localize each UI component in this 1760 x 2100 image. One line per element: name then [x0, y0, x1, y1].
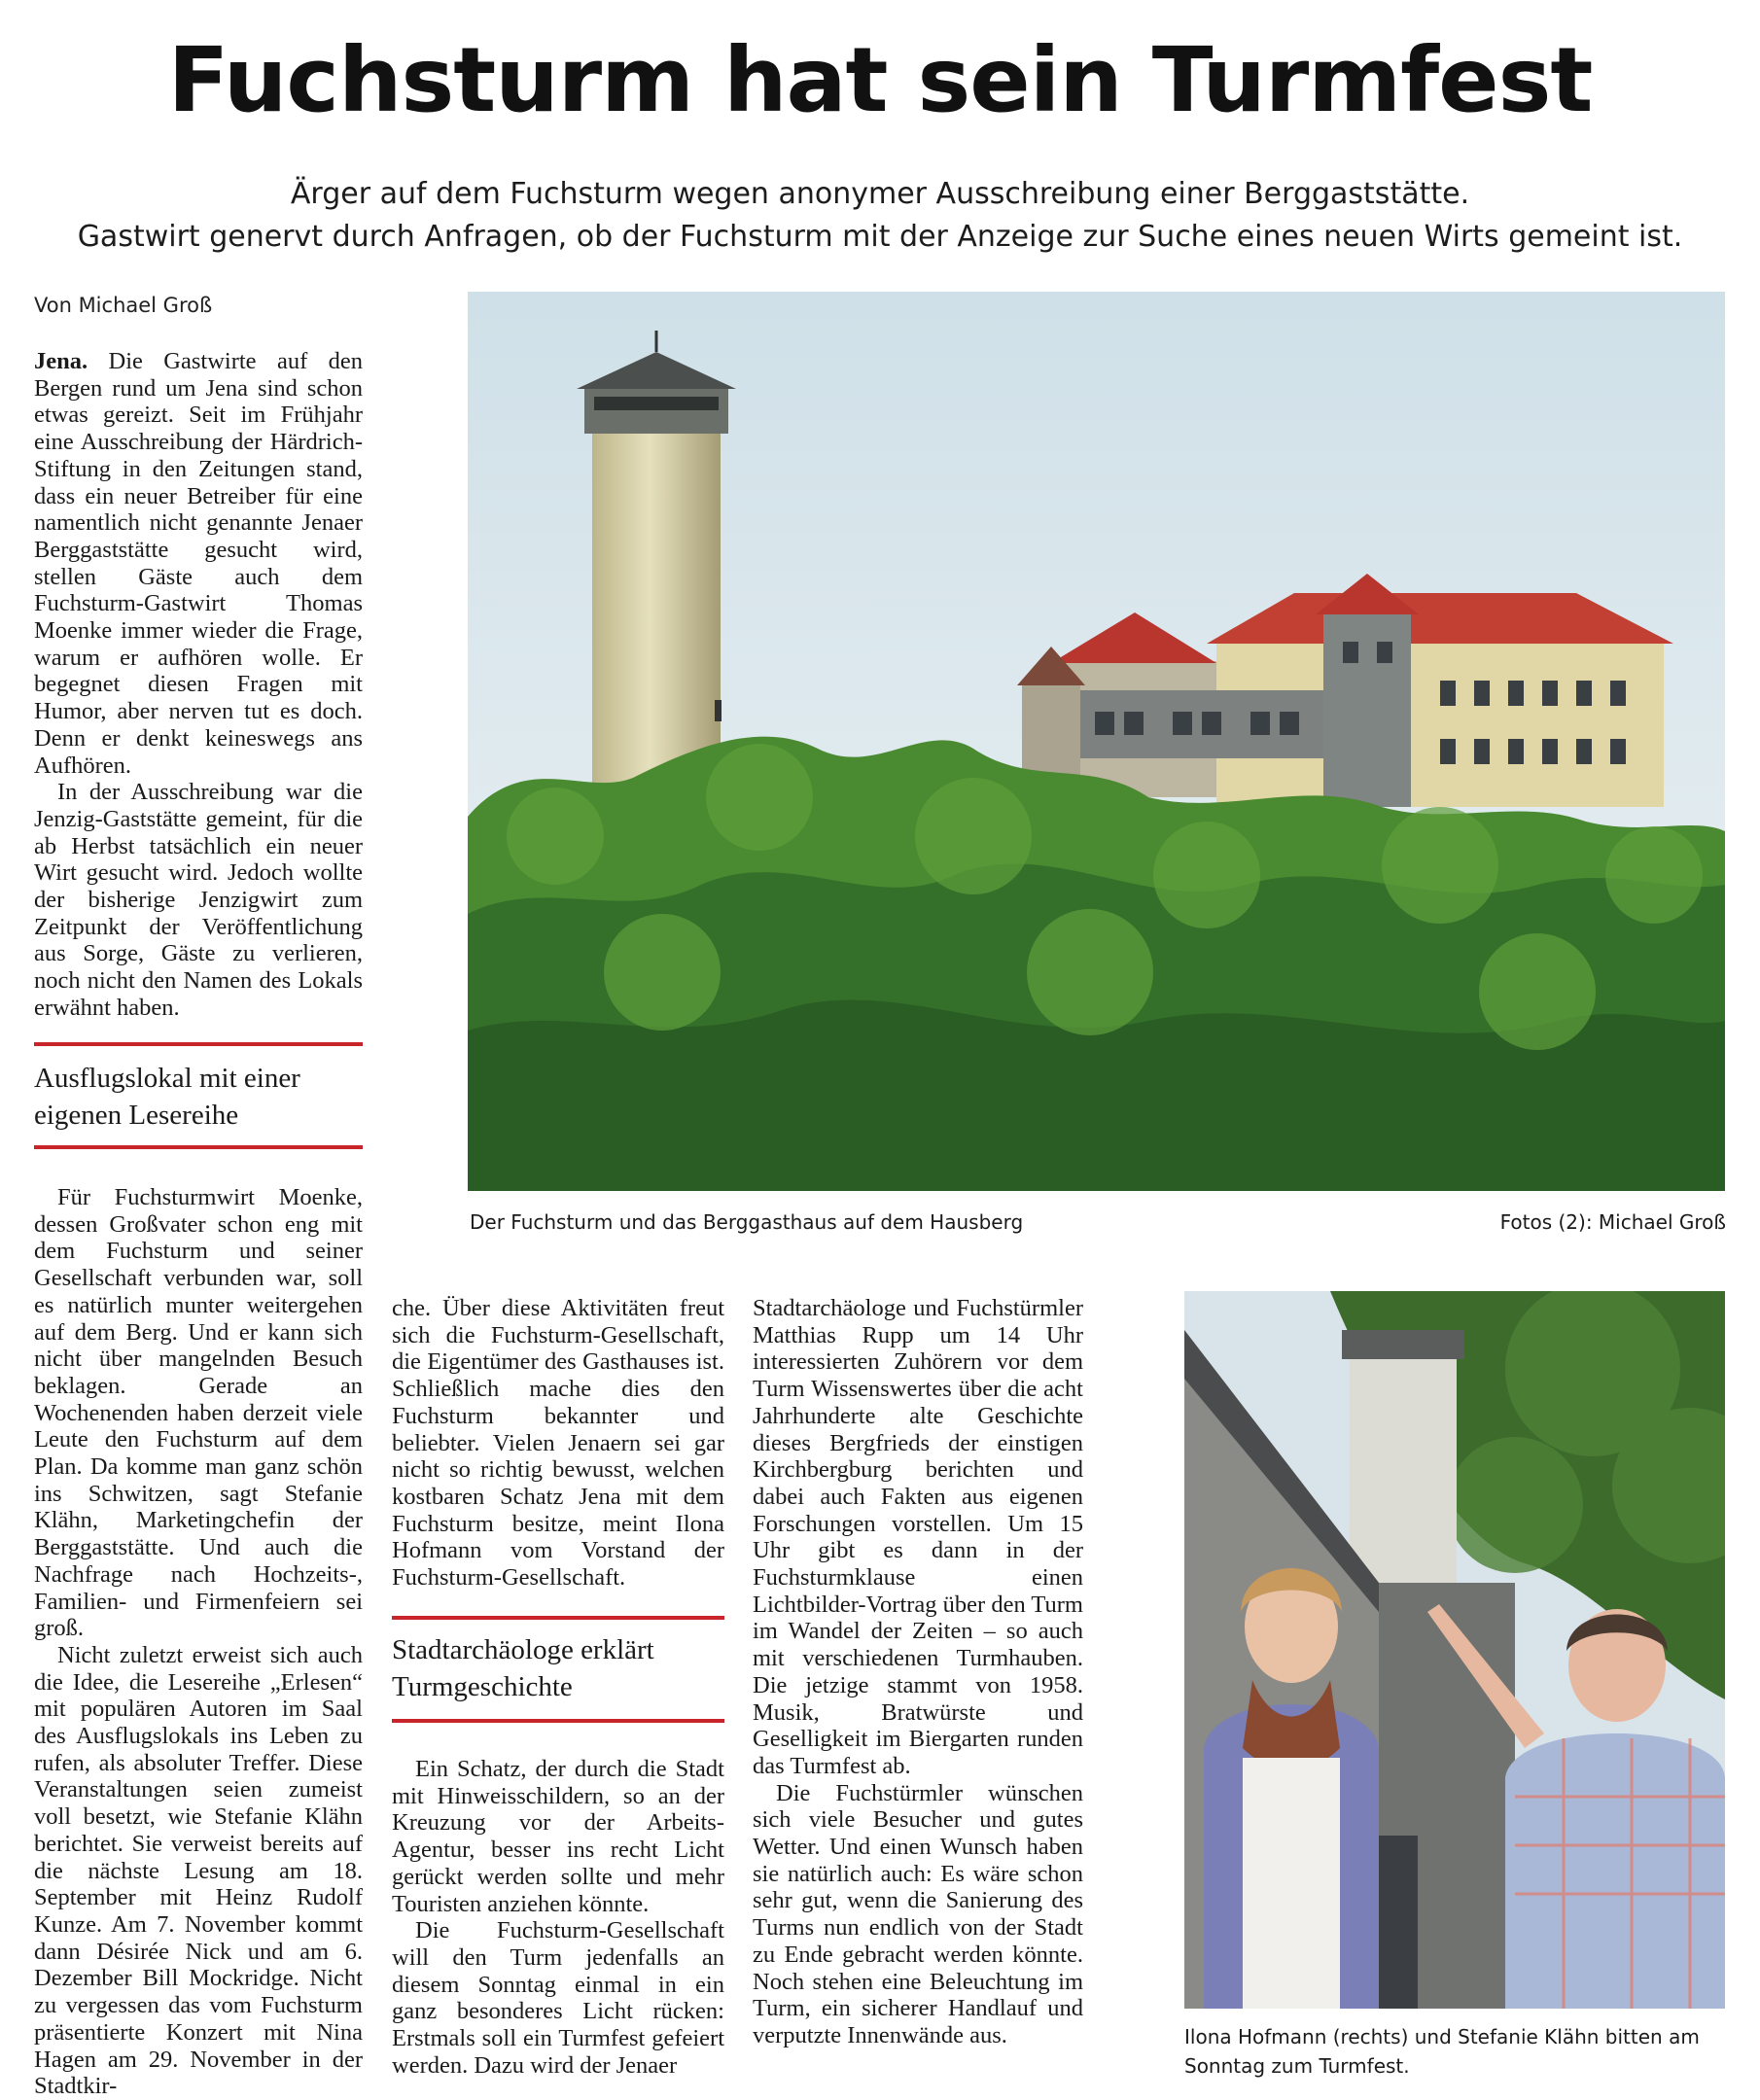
photo-caption: Der Fuchsturm und das Berggasthaus auf dem Hausberg: [470, 1210, 1024, 1234]
paragraph: [34, 348, 363, 779]
photo-ilona-hofmann-stefanie-klaehn: [1184, 1291, 1725, 2009]
photo-illustration: [468, 292, 1725, 1191]
photo-fuchsturm-berggasthaus: [468, 292, 1725, 1191]
column-1-intro: [34, 348, 363, 1022]
byline: Von Michael Groß: [34, 294, 213, 317]
divider-rule: [392, 1719, 724, 1723]
subheadline: [58, 173, 1702, 259]
headline: Fuchsturm hat sein Turmfest: [167, 28, 1593, 132]
subheading: Stadtarchäologe erklärt Turmgeschichte: [392, 1634, 654, 1702]
paragraph: Nicht zuletzt erweist sich auch die Idee, die Lesereihe „Erlesen“ mit populären Autoren im Saal des Ausflugslokals ins Leben zu rufen, als absoluter Treffer. Diese Veranstaltungen seien zumeist voll besetzt, wie Stefanie Klähn berichtet. Sie verweist bereits auf die nächste Lesung am 18. September mit Heinz Rudolf Kunze. Am 7. November kommt dann Désirée Nick und am 6. Dezember Bill Mockridge. Nicht zu vergessen das vom Fuchsturm präsentierte Konzert mit Nina Hagen am 29. November in der Stadtkir-: [34, 1641, 363, 2100]
photo-illustration: [1184, 1291, 1725, 2009]
paragraph: Die Fuchsturm-Gesellschaft will den Turm jedenfalls an diesem Sonntag einmal in ein ganz besonderes Licht rücken: Erstmals soll ein Turmfest gefeiert werden. Dazu wird der Jenaer: [392, 1917, 724, 2079]
paragraph: che. Über diese Aktivitäten freut sich die Fuchsturm-Gesellschaft, die Eigentümer des Gasthauses ist. Schließlich mache dies den Fuchsturm bekannter und beliebter. Vielen Jenaern sei gar nicht so richtig bewusst, welchen kostbaren Schatz Jena mit dem Fuchsturm besitze, meint Ilona Hofmann vom Vorstand der Fuchsturm-Gesellschaft.: [392, 1295, 724, 1592]
subheadline-line-2: Gastwirt genervt durch Anfragen, ob der Fuchsturm mit der Anzeige zur Suche eines neuen Wirts gemeint ist.: [77, 220, 1683, 254]
divider-rule: [34, 1145, 363, 1149]
subheadline-line-1: Ärger auf dem Fuchsturm wegen anonymer Ausschreibung einer Berggaststätte.: [290, 177, 1470, 211]
paragraph: Stadtarchäologe und Fuchstürmler Matthias Rupp um 14 Uhr interessierten Zuhörern vor dem Turm Wissenswertes über die acht Jahrhunderte alte Geschichte dieses Bergfrieds der einstigen Kirchbergburg berichten und dabei auch Fakten aus eigenen Forschungen vorstellen. Um 15 Uhr gibt es dann in der Fuchsturmklause einen Lichtbilder-Vortrag über den Turm im Wandel der Zeiten – so auch mit verschiedenen Turmhauben. Die jetzige stammt von 1958. Musik, Bratwürste und Geselligkeit im Biergarten runden das Turmfest ab.: [753, 1295, 1083, 1779]
paragraph-text: Die Gastwirte auf den Bergen rund um Jena sind schon etwas gereizt. Seit im Frühjahr eine Ausschreibung der Härdrich-Stiftung in den Zeitungen stand, dass ein neuer Betreiber für eine namentlich nicht genannte Jenaer Berggaststätte gesucht wird, stellen Gäste auch dem Fuchsturm-Gastwirt Thomas Moenke immer wieder die Frage, warum er aufhören wolle. Er begegnet diesen Fragen mit Humor, aber nerven tut es doch. Denn er denkt keineswegs ans Aufhören.: [34, 348, 364, 779]
divider-rule: [34, 1042, 363, 1046]
subheading: Ausflugslokal mit einer eigenen Lesereihe: [34, 1063, 300, 1131]
dateline: Jena.: [34, 348, 88, 374]
paragraph: Ein Schatz, der durch die Stadt mit Hinweisschildern, so an der Kreuzung vor der Arbeits-Agentur, besser ins recht Licht gerückt werden sollte und mehr Touristen anziehen könnte.: [392, 1756, 724, 1917]
column-3-body: [753, 1295, 1083, 2049]
column-2-intro: [392, 1295, 724, 1592]
paragraph: Die Fuchstürmler wünschen sich viele Besucher und gutes Wetter. Und einen Wunsch haben sie natürlich auch: Es wäre schon sehr gut, wenn die Sanierung des Turms nun endlich von der Stadt zu Ende gebracht werden könnte. Noch stehen eine Beleuchtung im Turm, ein sicherer Handlauf und verputzte Innenwände aus.: [753, 1779, 1083, 2048]
divider-rule: [392, 1616, 724, 1620]
column-2-body: [392, 1756, 724, 2079]
paragraph: Für Fuchsturmwirt Moenke, dessen Großvater schon eng mit dem Fuchsturm und seiner Gesellschaft verbunden war, soll es natürlich munter weitergehen auf dem Berg. Und er kann sich nicht über mangelnden Besuch beklagen. Gerade an Wochenenden haben derzeit viele Leute den Fuchsturm auf dem Plan. Da komme man ganz schön ins Schwitzen, sagt Stefanie Klähn, Marketingchefin der Berggaststätte. Und auch die Nachfrage nach Hochzeits-, Familien- und Firmenfeiern sei groß.: [34, 1184, 363, 1642]
column-1-body: [34, 1184, 363, 2100]
paragraph: In der Ausschreibung war die Jenzig-Gaststätte gemeint, für die ab Herbst tatsächlich ein neuer Wirt gesucht wird. Jedoch wollte der bisherige Jenzigwirt zum Zeitpunkt der Veröffentlichung aus Sorge, Gäste zu verlieren, noch nicht den Namen des Lokals erwähnt haben.: [34, 779, 363, 1021]
photo-caption: Ilona Hofmann (rechts) und Stefanie Klähn bitten am Sonntag zum Turmfest.: [1184, 2025, 1700, 2078]
photo-credit: Fotos (2): Michael Groß: [1499, 1210, 1726, 1234]
